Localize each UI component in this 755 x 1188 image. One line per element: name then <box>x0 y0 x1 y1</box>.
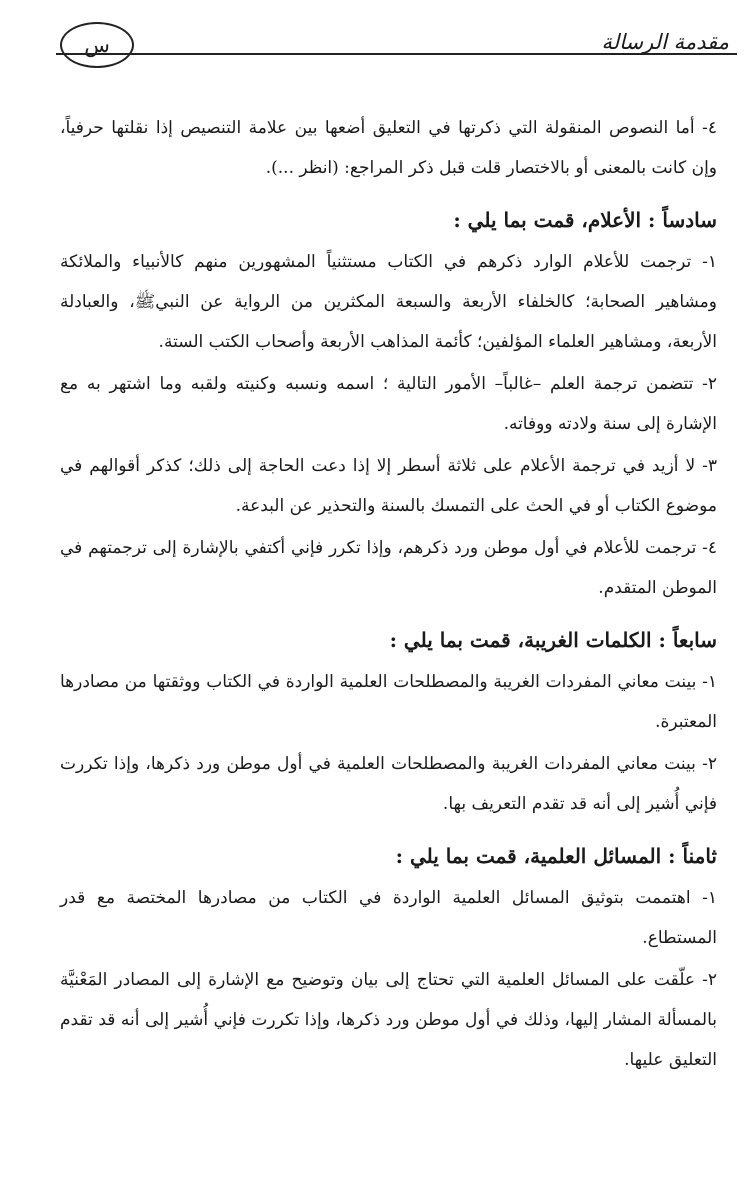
section-heading: سادساً : الأعلام، قمت بما يلي : <box>453 208 717 232</box>
section-heading: ثامناً : المسائل العلمية، قمت بما يلي : <box>395 844 717 868</box>
page-body <box>60 108 717 1082</box>
list-item: ٣- لا أزيد في ترجمة الأعلام على ثلاثة أسطر إلا إذا دعت الحاجة إلى ذلك؛ كذكر أقوالهم في موضوع الكتاب أو في الحث على التمسك بالسنة والتحذير عن البدعة. <box>60 456 717 516</box>
list-item: ١- ترجمت للأعلام الوارد ذكرهم في الكتاب مستثنياً المشهورين منهم كالأنبياء والملائكة ومشاهير الصحابة؛ كالخلفاء الأربعة والسبعة المكثرين من الرواية عن النبيﷺ، والعبادلة الأربعة، ومشاهير العلماء المؤلفين؛ كأئمة المذاهب الأربعة وأصحاب الكتب الستة. <box>60 252 717 352</box>
list-item: ١- اهتممت بتوثيق المسائل العلمية الواردة في الكتاب من مصادرها المختصة مع قدر المستطاع. <box>60 888 717 948</box>
list-item: ٢- علّقت على المسائل العلمية التي تحتاج إلى بيان وتوضيح مع الإشارة إلى المصادر المَعْنيَّة بالمسألة المشار إليها، وذلك في أول موطن ورد ذكرها، وإذا تكررت فإني أُشير إلى أنه قد تقدم التعليق عليها. <box>60 970 717 1070</box>
page-header <box>58 22 733 82</box>
header-rule <box>56 53 737 55</box>
section-heading: سابعاً : الكلمات الغريبة، قمت بما يلي : <box>389 628 717 652</box>
list-item: ٤- ترجمت للأعلام في أول موطن ورد ذكرهم، وإذا تكرر فإني أكتفي بالإشارة إلى ترجمتهم في الموطن المتقدم. <box>60 538 717 598</box>
running-title: مقدمة الرسالة <box>601 30 729 54</box>
list-item: ٢- بينت معاني المفردات الغريبة والمصطلحات العلمية في أول موطن ورد ذكرها، وإذا تكررت فإني أُشير إلى أنه قد تقدم التعريف بها. <box>60 754 717 814</box>
list-item: ١- بينت معاني المفردات الغريبة والمصطلحات العلمية الواردة في الكتاب ووثقتها من مصادرها المعتبرة. <box>60 672 717 732</box>
list-item: ٢- تتضمن ترجمة العلم –غالباً– الأمور التالية ؛ اسمه ونسبه وكنيته ولقبه وما اشتهر به مع الإشارة إلى سنة ولادته ووفاته. <box>60 374 717 434</box>
list-item: ٤- أما النصوص المنقولة التي ذكرتها في التعليق أضعها بين علامة التنصيص إذا نقلتها حرفياً، وإن كانت بالمعنى أو بالاختصار قلت قبل ذكر المراجع: (انظر ...). <box>60 118 717 178</box>
page-number: س <box>60 22 134 68</box>
